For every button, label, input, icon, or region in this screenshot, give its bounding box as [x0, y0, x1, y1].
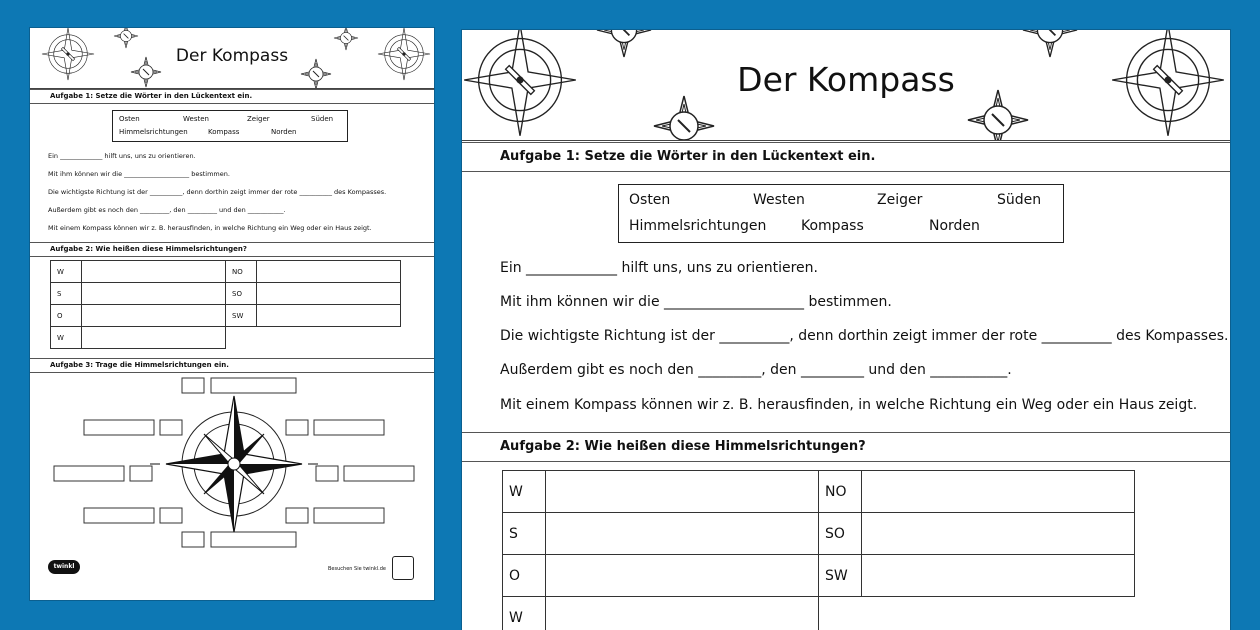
- footer-visit-text: Besuchen Sie twinkl.de: [328, 566, 386, 572]
- direction-label: W: [51, 327, 82, 349]
- direction-label: W: [503, 597, 546, 630]
- word-westen: Westen: [753, 192, 805, 208]
- page-title: Der Kompass: [175, 46, 289, 66]
- task3-heading: Aufgabe 3: Trage die Himmelsrichtungen ein.: [30, 358, 434, 373]
- table-row: [51, 283, 401, 305]
- directions-table: [50, 260, 401, 349]
- table-row: [503, 513, 1135, 555]
- word-osten: Osten: [629, 192, 671, 208]
- direction-label: NO: [819, 471, 862, 513]
- sentence-2: Mit ihm können wir die ____________________ bestimmen.: [48, 170, 230, 178]
- answer-field[interactable]: [862, 513, 1135, 555]
- direction-label: SO: [819, 513, 862, 555]
- direction-label: W: [51, 261, 82, 283]
- word-himmelsrichtungen: Himmelsrichtungen: [629, 218, 767, 234]
- worksheet-preview-large: [462, 30, 1230, 630]
- word-zeiger: Zeiger: [247, 115, 270, 123]
- sentence-5: Mit einem Kompass können wir z. B. herausfinden, in welche Richtung ein Weg oder ein Haus zeigt.: [500, 397, 1198, 413]
- direction-label: SW: [226, 305, 257, 327]
- table-row: [51, 327, 401, 349]
- direction-label: W: [503, 471, 546, 513]
- answer-field[interactable]: [257, 283, 401, 305]
- sentence-5: Mit einem Kompass können wir z. B. herausfinden, in welche Richtung ein Weg oder ein Haus zeigt.: [48, 224, 372, 232]
- table-row: [503, 555, 1135, 597]
- table-row: [503, 471, 1135, 513]
- answer-field[interactable]: [257, 305, 401, 327]
- answer-field[interactable]: [862, 471, 1135, 513]
- sentence-3: Die wichtigste Richtung ist der __________, denn dorthin zeigt immer der rote __________ des Kompasses.: [500, 328, 1229, 344]
- sentence-3: Die wichtigste Richtung ist der __________, denn dorthin zeigt immer der rote __________ des Kompasses.: [48, 188, 387, 196]
- word-norden: Norden: [929, 218, 980, 234]
- answer-field[interactable]: [82, 261, 226, 283]
- worksheet-preview-small: [30, 28, 434, 600]
- answer-field[interactable]: [82, 327, 226, 349]
- table-row: [51, 261, 401, 283]
- title-banner: [462, 30, 1230, 141]
- word-norden: Norden: [271, 128, 297, 136]
- sentence-1: Ein _____________ hilft uns, uns zu orientieren.: [48, 152, 196, 160]
- word-westen: Westen: [183, 115, 209, 123]
- task2-heading: Aufgabe 2: Wie heißen diese Himmelsrichtungen?: [30, 242, 434, 257]
- compass-rose-icon: [30, 372, 434, 558]
- sentence-4: Außerdem gibt es noch den _________, den _________ und den ___________.: [48, 206, 286, 214]
- task1-heading: Aufgabe 1: Setze die Wörter in den Lückentext ein.: [30, 89, 434, 104]
- word-himmelsrichtungen: Himmelsrichtungen: [119, 128, 188, 136]
- sentence-2: Mit ihm können wir die ____________________ bestimmen.: [500, 294, 892, 310]
- direction-label: S: [51, 283, 82, 305]
- direction-label: O: [503, 555, 546, 597]
- direction-label: SO: [226, 283, 257, 305]
- table-row: [503, 597, 1135, 630]
- direction-label: SW: [819, 555, 862, 597]
- twinkl-logo-icon: twinkl: [48, 560, 80, 574]
- answer-field[interactable]: [546, 513, 819, 555]
- direction-label: O: [51, 305, 82, 327]
- word-zeiger: Zeiger: [877, 192, 923, 208]
- sentence-1: Ein _____________ hilft uns, uns zu orientieren.: [500, 260, 818, 276]
- answer-field[interactable]: [257, 261, 401, 283]
- answer-field[interactable]: [546, 471, 819, 513]
- word-kompass: Kompass: [208, 128, 240, 136]
- direction-label: S: [503, 513, 546, 555]
- twinkl-badge-icon: [392, 556, 414, 580]
- answer-field[interactable]: [862, 555, 1135, 597]
- word-kompass: Kompass: [801, 218, 864, 234]
- answer-field[interactable]: [546, 597, 819, 630]
- page-title: Der Kompass: [737, 60, 955, 99]
- directions-table: [502, 470, 1135, 630]
- word-sueden: Süden: [997, 192, 1042, 208]
- answer-field[interactable]: [546, 555, 819, 597]
- word-bank: [618, 184, 1064, 243]
- title-banner: [30, 28, 434, 89]
- word-sueden: Süden: [311, 115, 334, 123]
- task2-heading: Aufgabe 2: Wie heißen diese Himmelsrichtungen?: [462, 432, 1230, 462]
- word-bank: [112, 110, 348, 142]
- word-osten: Osten: [119, 115, 140, 123]
- answer-field[interactable]: [82, 283, 226, 305]
- sentence-4: Außerdem gibt es noch den _________, den _________ und den ___________.: [500, 362, 1012, 378]
- task1-heading: Aufgabe 1: Setze die Wörter in den Lückentext ein.: [462, 142, 1230, 172]
- answer-field[interactable]: [82, 305, 226, 327]
- direction-label: NO: [226, 261, 257, 283]
- table-row: [51, 305, 401, 327]
